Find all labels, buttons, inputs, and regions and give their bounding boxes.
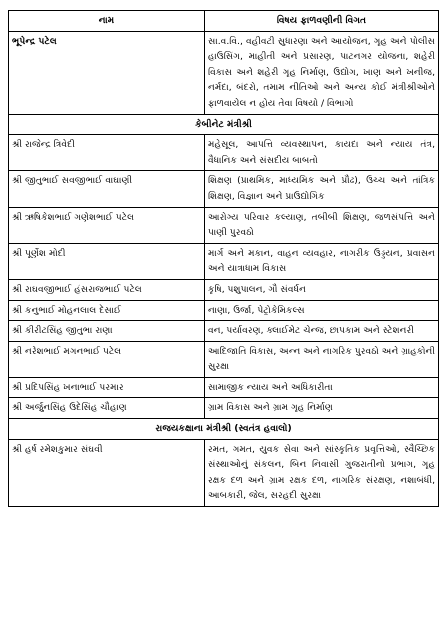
minister-name: શ્રી જીતુભાઈ સવજીભાઈ વાઘાણી [9, 171, 205, 207]
minister-name: શ્રી કનુભાઈ મોહનલાલ દેસાઈ [9, 300, 205, 321]
minister-portfolio: નાણા, ઉર્જા, પેટ્રોકેમિકલ્સ [205, 300, 439, 321]
minister-name: શ્રી અર્જુનસિંહ ઉદેસિંહ ચૌહાણ [9, 398, 205, 419]
mos-section-heading: રાજયકક્ષાના મંત્રીશ્રી (સ્વતંત્ર હવાલો) [9, 419, 439, 440]
chief-minister-name: ભૂપેન્દ્ર પટેલ [9, 31, 205, 114]
minister-row [9, 341, 439, 377]
minister-name: શ્રી હર્ષ રમેશકુમાર સંઘવી [9, 439, 205, 506]
minister-row [9, 300, 439, 321]
minister-name: શ્રી નરેશભાઈ મગનભાઈ પટેલ [9, 341, 205, 377]
minister-row [9, 321, 439, 342]
minister-row [9, 243, 439, 279]
minister-portfolio: શિક્ષણ (પ્રાથમિક, માધ્યમિક અને પ્રૌઢ), ઉચ્ચ અને તાંત્રિક શિક્ષણ, વિજ્ઞાન અને પ્રાઉદ્યોગિક [205, 171, 439, 207]
mos-section-row [9, 419, 439, 440]
portfolio-column-header: વિષય ફાળવણીની વિગત [205, 11, 439, 32]
minister-name: શ્રી રાજેન્દ્ર ત્રિવેદી [9, 135, 205, 171]
minister-row [9, 398, 439, 419]
chief-minister-row [9, 31, 439, 114]
minister-name: શ્રી રાઘવજીભાઈ હંસરાજભાઈ પટેલ [9, 279, 205, 300]
minister-row [9, 135, 439, 171]
cabinet-section-row [9, 114, 439, 135]
chief-minister-portfolio: સા.વ.વિ., વહીવટી સુધારણા અને આયોજન, ગૃહ અને પોલીસ હાઉસિંગ, માહીતી અને પ્રસારણ, પાટનગર યોજના, શહેરી વિકાસ અને શહેરી ગૃહ નિર્માણ, ઉદ્યોગ, ખાણ અને ખનીજ, નર્મદા, બંદરો, તમામ નીતિઓ અને અન્ય કોઈ મંત્રીશ્રીઓને ફાળવાયેલ ન હોય તેવા વિષયો / વિભાગો [205, 31, 439, 114]
minister-name: શ્રી પૂર્ણેશ મોદી [9, 243, 205, 279]
minister-row [9, 439, 439, 506]
portfolio-table [8, 10, 439, 507]
minister-portfolio: રમત, ગમત, યુવક સેવા અને સાંસ્કૃતિક પ્રવૃત્તિઓ, સ્વૈચ્છિક સંસ્થાઓનું સંકલન, બિન નિવાસી ગુજરાતીનો પ્રભાગ, ગૃહ રક્ષક દળ અને ગ્રામ રક્ષક દળ, નાગરિક સંરક્ષણ, નશાબંધી, આબકારી, જેલ, સરહદી સુરક્ષા [205, 439, 439, 506]
minister-portfolio: ગ્રામ વિકાસ અને ગ્રામ ગૃહ નિર્માણ [205, 398, 439, 419]
minister-portfolio: માર્ગ અને મકાન, વાહન વ્યવહાર, નાગરીક ઉડ્ડયન, પ્રવાસન અને યાત્રાધામ વિકાસ [205, 243, 439, 279]
table-header-row [9, 11, 439, 32]
minister-portfolio: કૃષિ, પશુપાલન, ગૌ સંવર્ધન [205, 279, 439, 300]
minister-portfolio: આરોગ્ય પરિવાર કલ્યાણ, તબીબી શિક્ષણ, જળસંપત્તિ અને પાણી પુરવઠો [205, 207, 439, 243]
minister-name: શ્રી કીરીટસિંહ જીતુભા રાણા [9, 321, 205, 342]
minister-portfolio: સામાજીક ન્યાય અને અધિકારીતા [205, 377, 439, 398]
minister-name: શ્રી પ્રદિપસિંહ ખનાભાઈ પરમાર [9, 377, 205, 398]
table-body [9, 31, 439, 506]
minister-portfolio: વન, પર્યાવરણ, ક્લાઈમેટ ચેન્જ, છાપકામ અને સ્ટેશનરી [205, 321, 439, 342]
minister-row [9, 207, 439, 243]
name-column-header: નામ [9, 11, 205, 32]
cabinet-section-heading: કેબીનેટ મંત્રીશ્રી [9, 114, 439, 135]
minister-name: શ્રી ઋષિકેશભાઈ ગણેશભાઈ પટેલ [9, 207, 205, 243]
minister-row [9, 377, 439, 398]
minister-row [9, 279, 439, 300]
minister-portfolio: મહેસૂલ, આપત્તિ વ્યવસ્થાપન, કાયદા અને ન્યાય તંત્ર, વૈધાનિક અને સંસદીય બાબતો [205, 135, 439, 171]
minister-portfolio: આદિજાતિ વિકાસ, અન્ન અને નાગરિક પુરવઠો અને ગ્રાહકોની સુરક્ષા [205, 341, 439, 377]
minister-row [9, 171, 439, 207]
